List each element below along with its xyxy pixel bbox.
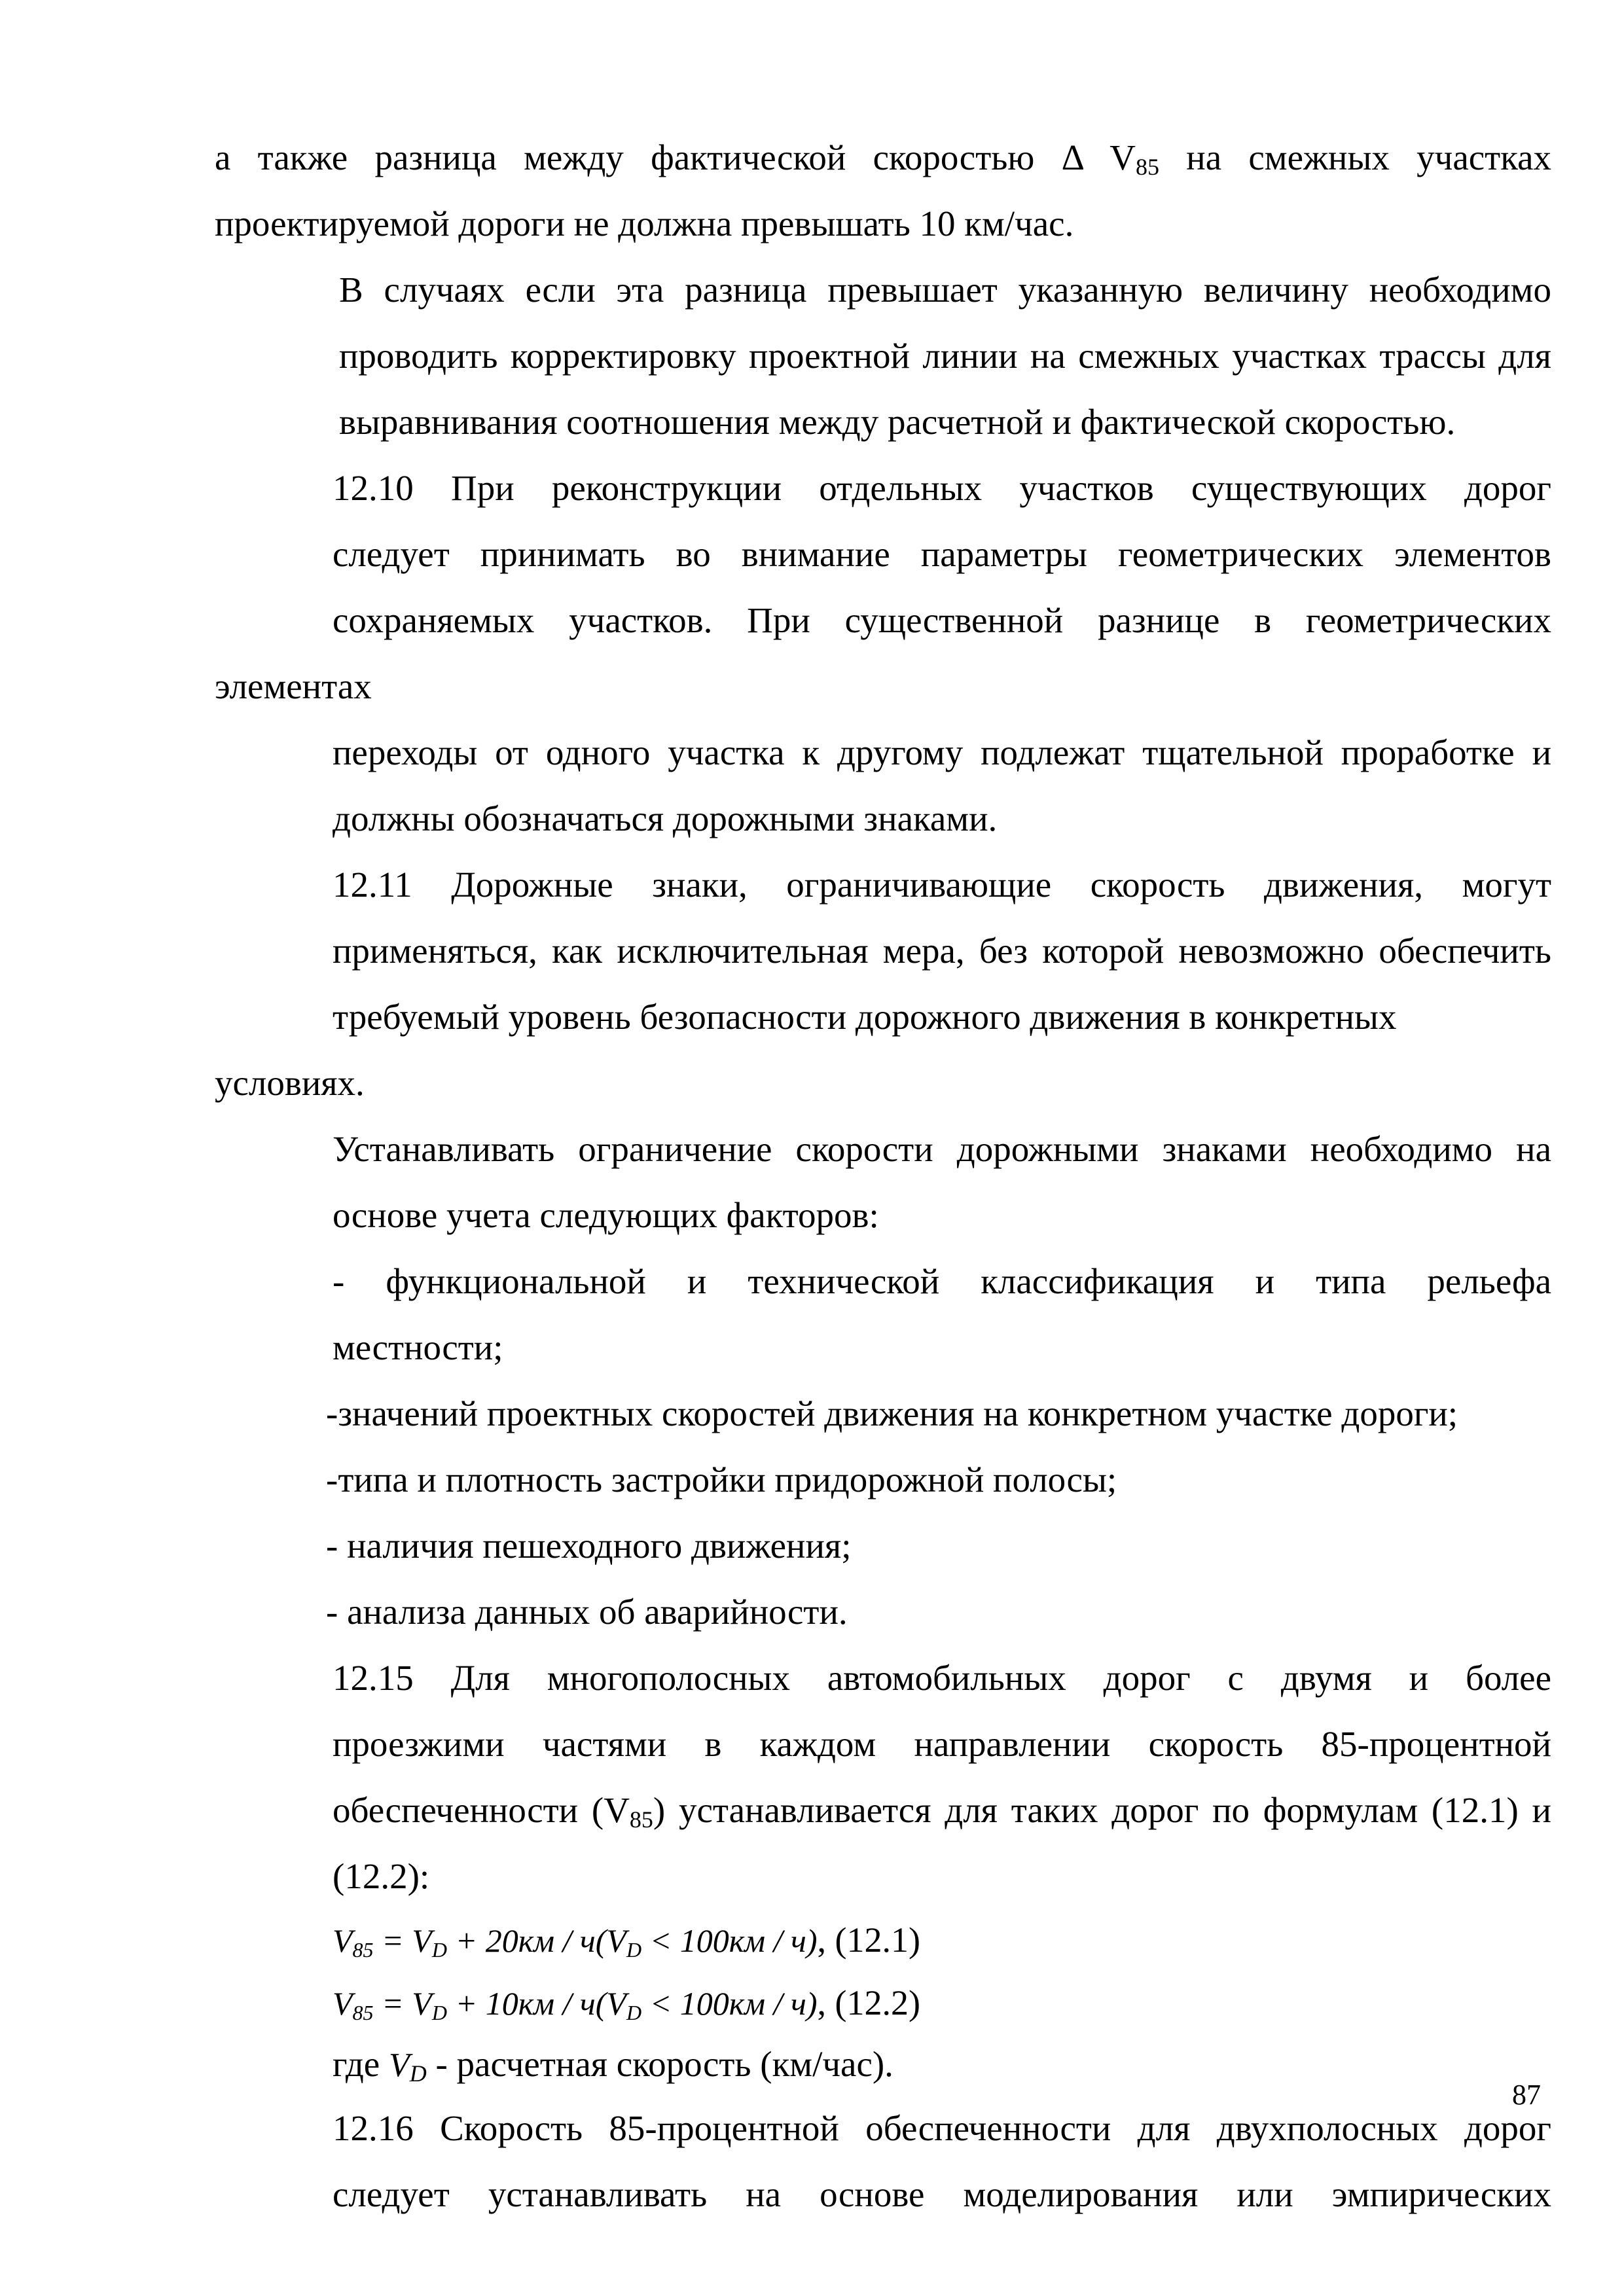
- list-item-roadside-development: -типа и плотность застройки придорожной полосы;: [326, 1460, 1117, 1499]
- paragraph-12-10: [215, 455, 1551, 852]
- list-item-design-speeds: -значений проектных скоростей движения на конкретном участке дороги;: [326, 1393, 1458, 1433]
- text-line: а также разница между фактической скоростью Δ $V_{85}$ на смежных участках: [215, 137, 1551, 180]
- text-line: - функциональной и технической классификация и типа рельефа: [333, 1261, 1551, 1301]
- paragraph-speed-limit-factors: [215, 1116, 1551, 1248]
- paragraph-speed-difference: [215, 124, 1551, 257]
- text-line: Устанавливать ограничение скорости дорожными знаками необходимо на: [333, 1129, 1551, 1169]
- text-line: 12.15 Для многополосных автомобильных дорог с двумя и более: [333, 1658, 1551, 1698]
- text-line: следует устанавливать на основе моделирования или эмпирических: [333, 2174, 1551, 2214]
- page-number: 87: [1512, 2079, 1541, 2111]
- text-line: должны обозначаться дорожными знаками.: [333, 798, 998, 838]
- paragraph-12-15: [215, 1645, 1551, 1909]
- text-line: переходы от одного участка к другому подлежат тщательной проработке и: [333, 732, 1551, 772]
- text-line: В случаях если эта разница превышает указанную величину необходимо: [339, 270, 1551, 310]
- list-item-accident-analysis: - анализа данных об аварийности.: [326, 1592, 848, 1632]
- document-body: [215, 124, 1551, 2227]
- formula-label: , (12.1): [817, 1920, 920, 1960]
- text-line: проводить корректировку проектной линии на смежных участках трассы для: [339, 336, 1551, 376]
- text-line: 12.16 Скорость 85-процентной обеспеченности для двухполосных дорог: [333, 2108, 1551, 2148]
- formula-legend: где $V_D$ - расчетная скорость (км/час).: [333, 2044, 893, 2087]
- formula-label: , (12.2): [817, 1983, 920, 2022]
- text-line: 12.11 Дорожные знаки, ограничивающие скорость движения, могут: [333, 865, 1551, 905]
- formula-12-2: [215, 1972, 1551, 2035]
- list-item-classification: [215, 1248, 1551, 1380]
- variable-vd: $V_D$: [388, 2047, 427, 2087]
- formula-12-1: [215, 1909, 1551, 1972]
- formula-expression: $V_{85} = V_D + 10км / ч(V_D < 100км / ч)$: [333, 1985, 818, 2024]
- text-line: выравнивания соотношения между расчетной и фактической скоростью.: [339, 402, 1456, 442]
- paragraph-12-16: [215, 2095, 1551, 2227]
- paragraph-correction: [215, 257, 1551, 455]
- text-line: 12.10 При реконструкции отдельных участков существующих дорог: [333, 468, 1551, 508]
- text-line: основе учета следующих факторов:: [333, 1195, 879, 1235]
- formula-expression: $V_{85} = V_D + 20км / ч(V_D < 100км / ч)$: [333, 1922, 818, 1962]
- text-line: сохраняемых участков. При существенной разнице в геометрических элементах: [215, 600, 1551, 706]
- paragraph-12-11: [215, 852, 1551, 1116]
- text-line: местности;: [333, 1327, 503, 1367]
- list-item-pedestrian-traffic: - наличия пешеходного движения;: [326, 1526, 852, 1566]
- text-line: применяться, как исключительная мера, без которой невозможно обеспечить: [333, 931, 1551, 971]
- text-line: следует принимать во внимание параметры геометрических элементов: [333, 534, 1551, 574]
- text-line: (12.2):: [333, 1856, 430, 1896]
- text-line: проезжими частями в каждом направлении скорость 85-процентной: [333, 1724, 1551, 1764]
- text-line: проектируемой дороги не должна превышать 10 км/час.: [215, 204, 1074, 243]
- text-line: требуемый уровень безопасности дорожного движения в конкретных условиях.: [215, 997, 1397, 1103]
- text-line: обеспеченности $(V_{85})$ устанавливается для таких дорог по формулам (12.1) и: [333, 1790, 1551, 1833]
